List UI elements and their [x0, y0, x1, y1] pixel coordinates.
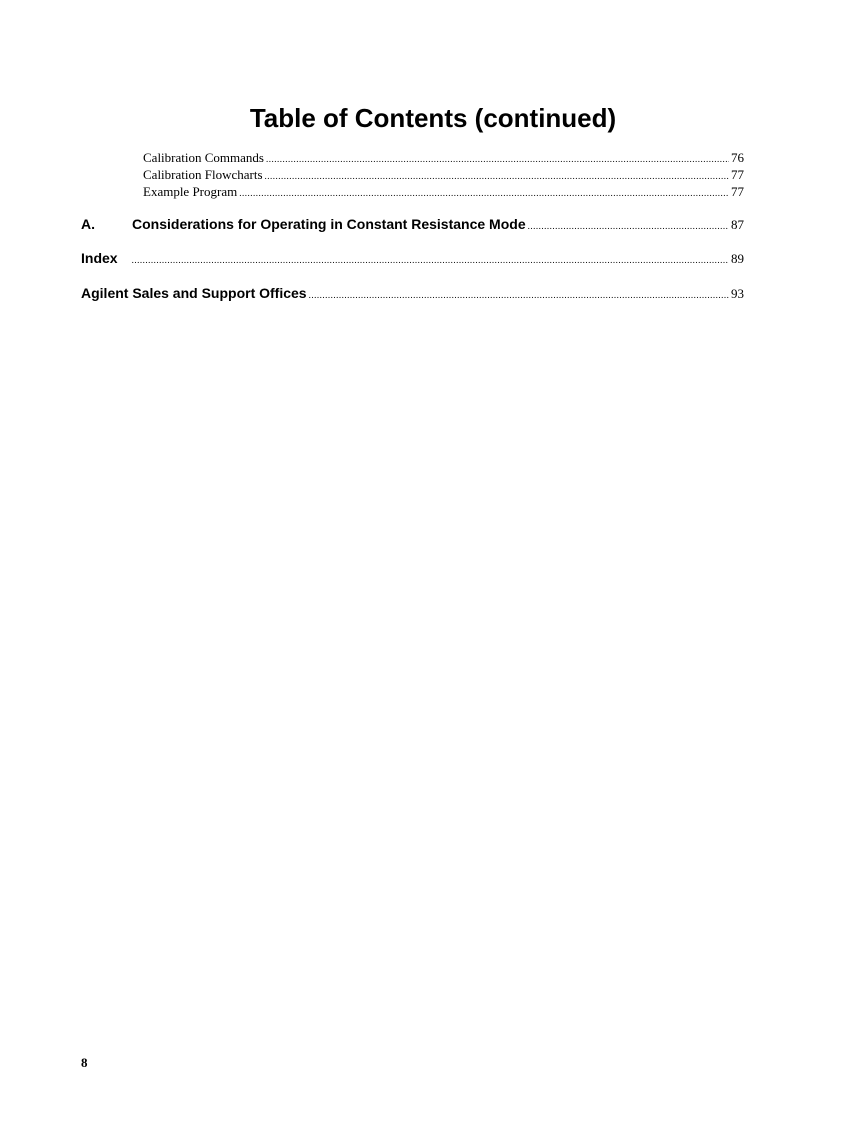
- toc-entry-letter: A.: [81, 216, 95, 232]
- toc-entry-label: Considerations for Operating in Constant Resistance Mode: [132, 216, 526, 232]
- toc-entry-sales-offices[interactable]: [81, 284, 744, 304]
- toc-entry-page: 89: [731, 251, 744, 266]
- toc-entry-label: Index: [81, 250, 118, 266]
- dot-leader: [239, 185, 729, 202]
- toc-entry-index[interactable]: [81, 249, 744, 269]
- page-number: 8: [81, 1055, 88, 1070]
- toc-entry-appendix-a[interactable]: [81, 215, 744, 235]
- toc-entry-label: Calibration Commands: [143, 150, 264, 165]
- toc-entry-label: Calibration Flowcharts: [143, 167, 263, 182]
- toc-entry-page: 93: [731, 286, 744, 301]
- dot-leader: [309, 286, 729, 304]
- toc-entry-page: 77: [731, 167, 744, 182]
- page-title: Table of Contents (continued): [249, 103, 617, 133]
- toc-entry-page: 77: [731, 184, 744, 199]
- toc-entry-label: Example Program: [143, 184, 238, 199]
- toc-entry-page: 76: [731, 150, 744, 165]
- toc-entry-page: 87: [731, 217, 744, 232]
- toc-entry-label: Agilent Sales and Support Offices: [81, 285, 307, 301]
- dot-leader: [528, 217, 729, 235]
- toc-entry-example-program[interactable]: [143, 183, 744, 202]
- dot-leader: [132, 251, 729, 269]
